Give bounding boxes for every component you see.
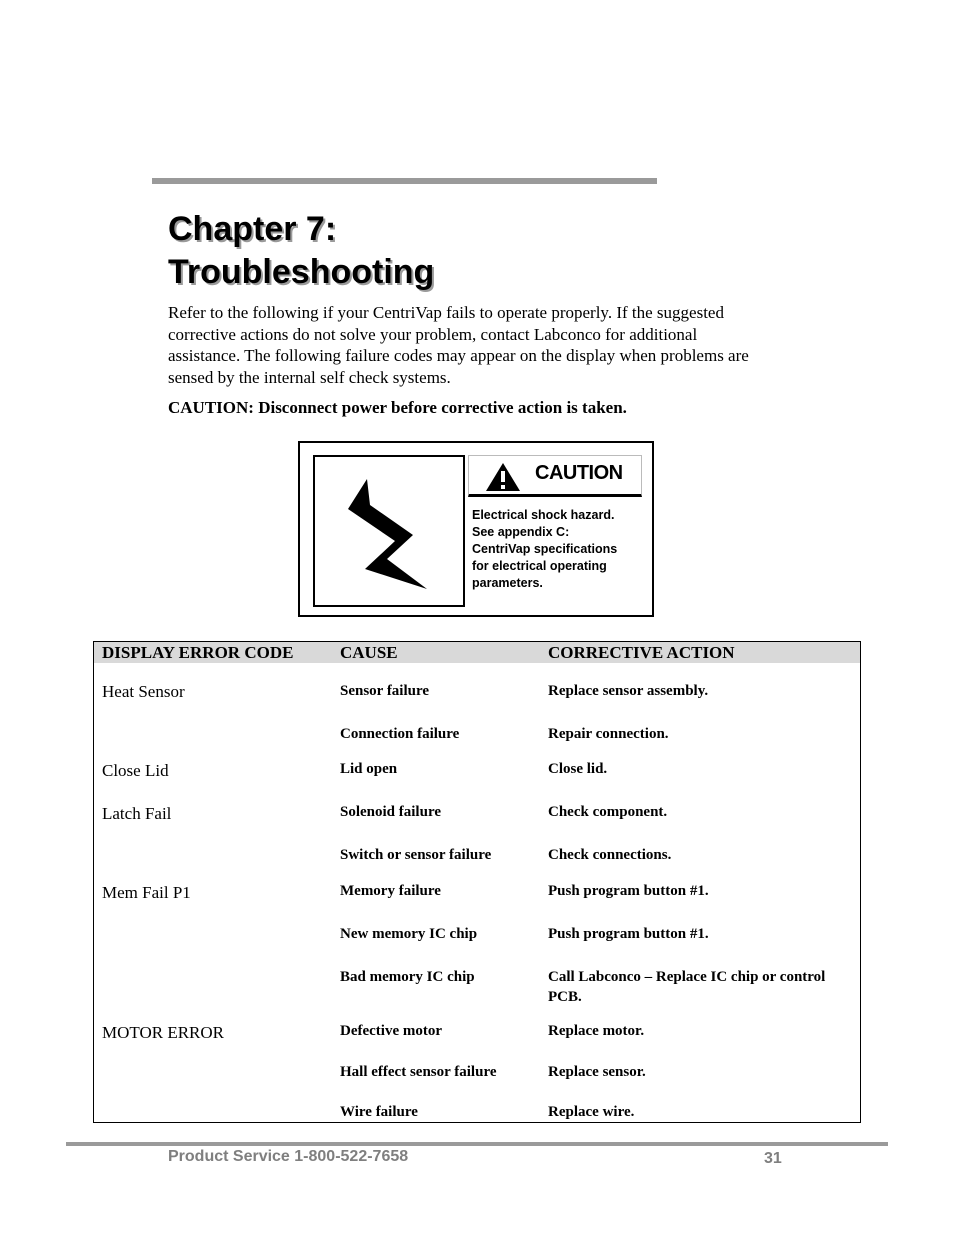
header-corrective-action: CORRECTIVE ACTION bbox=[548, 643, 735, 662]
caution-message bbox=[472, 507, 648, 592]
caution-label bbox=[298, 441, 654, 617]
cause: Memory failure bbox=[340, 883, 441, 899]
corrective-action: Repair connection. bbox=[548, 726, 669, 742]
corrective-action: Close lid. bbox=[548, 761, 608, 777]
error-code: Latch Fail bbox=[102, 804, 172, 823]
error-code-table bbox=[93, 641, 861, 1123]
caution-header bbox=[468, 455, 642, 497]
corrective-action: Check component. bbox=[548, 804, 668, 820]
caution-statement: CAUTION: Disconnect power before corrective action is taken. bbox=[168, 398, 627, 417]
caution-header-text: CAUTION bbox=[535, 462, 623, 484]
cause: Sensor failure bbox=[340, 683, 430, 699]
bolt-panel bbox=[313, 455, 465, 607]
product-service-phone: Product Service 1-800-522-7658 bbox=[168, 1148, 409, 1165]
header-display-error-code: DISPLAY ERROR CODE bbox=[102, 643, 294, 662]
chapter-title bbox=[168, 208, 434, 294]
corrective-action: Call Labconco – Replace IC chip or control PCB. bbox=[548, 969, 826, 1005]
cause: Bad memory IC chip bbox=[340, 969, 475, 985]
chapter-title-line2: Troubleshooting bbox=[168, 253, 435, 291]
cause: Wire failure bbox=[340, 1104, 418, 1120]
corrective-action: Replace sensor assembly. bbox=[548, 683, 709, 699]
error-code: Mem Fail P1 bbox=[102, 883, 191, 902]
cause: Solenoid failure bbox=[340, 804, 441, 820]
footer-divider bbox=[66, 1142, 888, 1146]
cause: Lid open bbox=[340, 761, 398, 777]
lightning-bolt-icon bbox=[315, 457, 463, 605]
caution-line: Electrical shock hazard. bbox=[472, 508, 615, 522]
chapter-title-line1: Chapter 7: bbox=[168, 210, 337, 248]
error-code: Close Lid bbox=[102, 761, 169, 780]
corrective-action: Replace wire. bbox=[548, 1104, 635, 1120]
intro-paragraph: Refer to the following if your CentriVap fails to operate properly. If the suggested corrective actions do not solve your problem, contact Labconco for additional assistance. The following failure codes may appear on the display when problems are sensed by the internal self check systems. bbox=[168, 303, 749, 387]
cause: Defective motor bbox=[340, 1023, 443, 1039]
header-cause: CAUSE bbox=[340, 643, 398, 662]
page-number: 31 bbox=[764, 1150, 782, 1167]
corrective-action: Replace sensor. bbox=[548, 1064, 646, 1080]
table-header bbox=[94, 642, 860, 663]
cause: Switch or sensor failure bbox=[340, 847, 492, 863]
caution-line: See appendix C: bbox=[472, 525, 570, 539]
top-divider bbox=[152, 178, 657, 184]
caution-line: CentriVap specifications bbox=[472, 542, 618, 556]
corrective-action: Replace motor. bbox=[548, 1023, 645, 1039]
error-code: Heat Sensor bbox=[102, 682, 185, 701]
cause: New memory IC chip bbox=[340, 926, 478, 942]
corrective-action: Push program button #1. bbox=[548, 883, 709, 899]
warning-triangle-icon bbox=[485, 462, 521, 492]
caution-line: for electrical operating bbox=[472, 559, 607, 573]
error-code: MOTOR ERROR bbox=[102, 1023, 225, 1042]
caution-line: parameters. bbox=[472, 576, 543, 590]
cause: Hall effect sensor failure bbox=[340, 1064, 497, 1080]
cause: Connection failure bbox=[340, 726, 460, 742]
corrective-action: Check connections. bbox=[548, 847, 672, 863]
corrective-action: Push program button #1. bbox=[548, 926, 709, 942]
